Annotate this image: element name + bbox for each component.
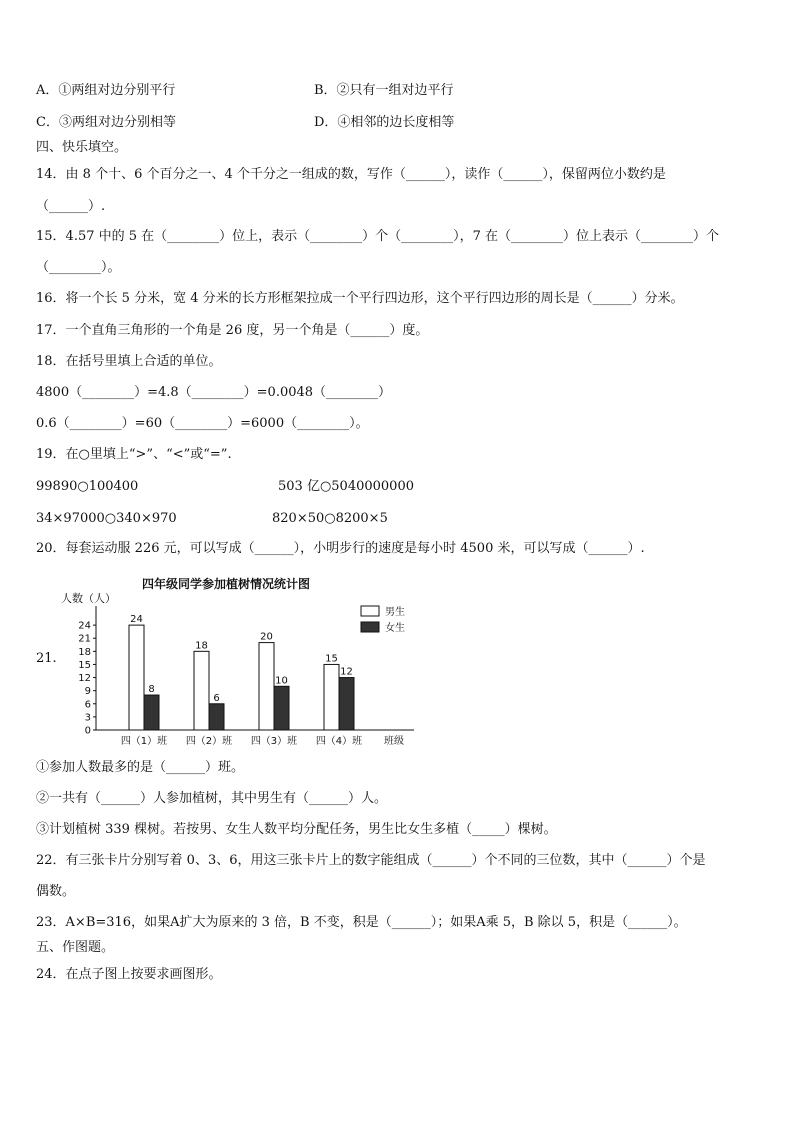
chart-y-tick-label: 18 [78,646,91,658]
chart-legend-label: 女生 [385,623,405,634]
question-14-cont: （______）. [36,199,106,214]
question-20: 20．每套运动服 226 元，可以写成（______），小明步行的速度是每小时 4500 米，可以写成（______）. [36,541,645,556]
chart-category-label: 四（2）班 [185,736,233,747]
chart-category-label: 四（4）班 [315,736,363,747]
chart-legend-swatch [361,606,379,616]
chart-data-label: 6 [213,692,220,704]
section-four-heading: 四、快乐填空。 [36,140,128,155]
question-22: 22．有三张卡片分别写着 0、3、6，用这三张卡片上的数字能组成（______）个不同的三位数，其中（______）个是 [36,853,706,868]
question-19-b1: 34×97000○340×970 [36,511,177,526]
question-21-number: 21. [36,651,57,666]
chart-data-label: 20 [260,631,273,643]
question-23: 23．A×B=316，如果A扩大为原来的 3 倍，B 不变，积是（______）；如果A乘 5，B 除以 5，积是（______）。 [36,915,687,930]
question-15: 15．4.57 中的 5 在（________）位上，表示（________）个（________），7 在（________）位上表示（________）个 [36,229,720,244]
question-18-row2: 0.6（________）=60（________）=6000（________）。 [36,416,369,431]
question-14: 14．由 8 个十、6 个百分之一、4 个千分之一组成的数，写作（______），读作（______），保留两位小数约是 [36,167,666,182]
chart-bar [129,625,144,730]
chart-bar [259,643,274,730]
option-a: A．①两组对边分别平行 [36,83,176,98]
chart-y-tick-label: 9 [84,686,91,698]
chart-bar [194,651,209,730]
chart-y-axis-label: 人数（人） [61,592,116,605]
question-21-part1: ①参加人数最多的是（______）班。 [36,760,245,775]
chart-category-label: 四（3）班 [250,736,298,747]
question-19-a1: 99890○100400 [36,479,139,494]
chart-y-tick-label: 0 [84,725,91,737]
question-16: 16．将一个长 5 分米，宽 4 分米的长方形框架拉成一个平行四边形，这个平行四边形的周长是（______）分米。 [36,291,684,306]
question-15-cont: （________）。 [36,260,121,275]
chart-y-tick-label: 21 [78,633,91,645]
question-19-b2: 820×50○8200×5 [272,511,388,526]
chart-y-tick-label: 24 [78,620,91,632]
chart-category-label: 四（1）班 [120,736,168,747]
chart-data-label: 12 [340,666,353,678]
chart-bar [274,686,289,730]
question-18: 18．在括号里填上合适的单位。 [36,354,222,369]
chart-legend-swatch [361,622,379,632]
chart-y-tick-label: 3 [84,712,91,724]
question-19: 19．在○里填上“>”、“<”或“=”. [36,447,232,462]
option-c: C．③两组对边分别相等 [36,115,176,130]
chart-svg [36,574,436,750]
chart-data-label: 24 [130,614,143,626]
chart-bar [144,695,159,730]
chart-y-tick-label: 15 [78,659,91,671]
question-18-row1: 4800（________）=4.8（________）=0.0048（________） [36,385,392,400]
chart-data-label: 10 [275,675,288,687]
chart-title: 四年级同学参加植树情况统计图 [141,577,311,591]
question-19-a2: 503 亿○5040000000 [278,479,414,494]
option-d: D．④相邻的边长度相等 [314,115,455,130]
chart-bar [339,678,354,730]
chart-bar [324,664,339,730]
chart-x-axis-label: 班级 [384,736,404,747]
question-22-cont: 偶数。 [36,884,76,899]
question-24: 24．在点子图上按要求画图形。 [36,967,222,982]
chart-data-label: 8 [148,684,155,696]
planting-bar-chart [36,574,436,750]
chart-bar [209,704,224,730]
question-17: 17．一个直角三角形的一个角是 26 度，另一个角是（______）度。 [36,323,429,338]
chart-y-tick-label: 6 [84,699,91,711]
chart-data-label: 18 [195,640,208,652]
option-b: B．②只有一组对边平行 [314,83,454,98]
question-21-part2: ②一共有（______）人参加植树，其中男生有（______）人。 [36,791,388,806]
chart-legend-label: 男生 [385,607,405,618]
section-five-heading: 五、作图题。 [36,940,115,955]
chart-data-label: 15 [325,653,338,665]
chart-y-tick-label: 12 [78,673,91,685]
question-21-part3: ③计划植树 339 棵树。若按男、女生人数平均分配任务，男生比女生多植（_____）棵树。 [36,822,557,837]
